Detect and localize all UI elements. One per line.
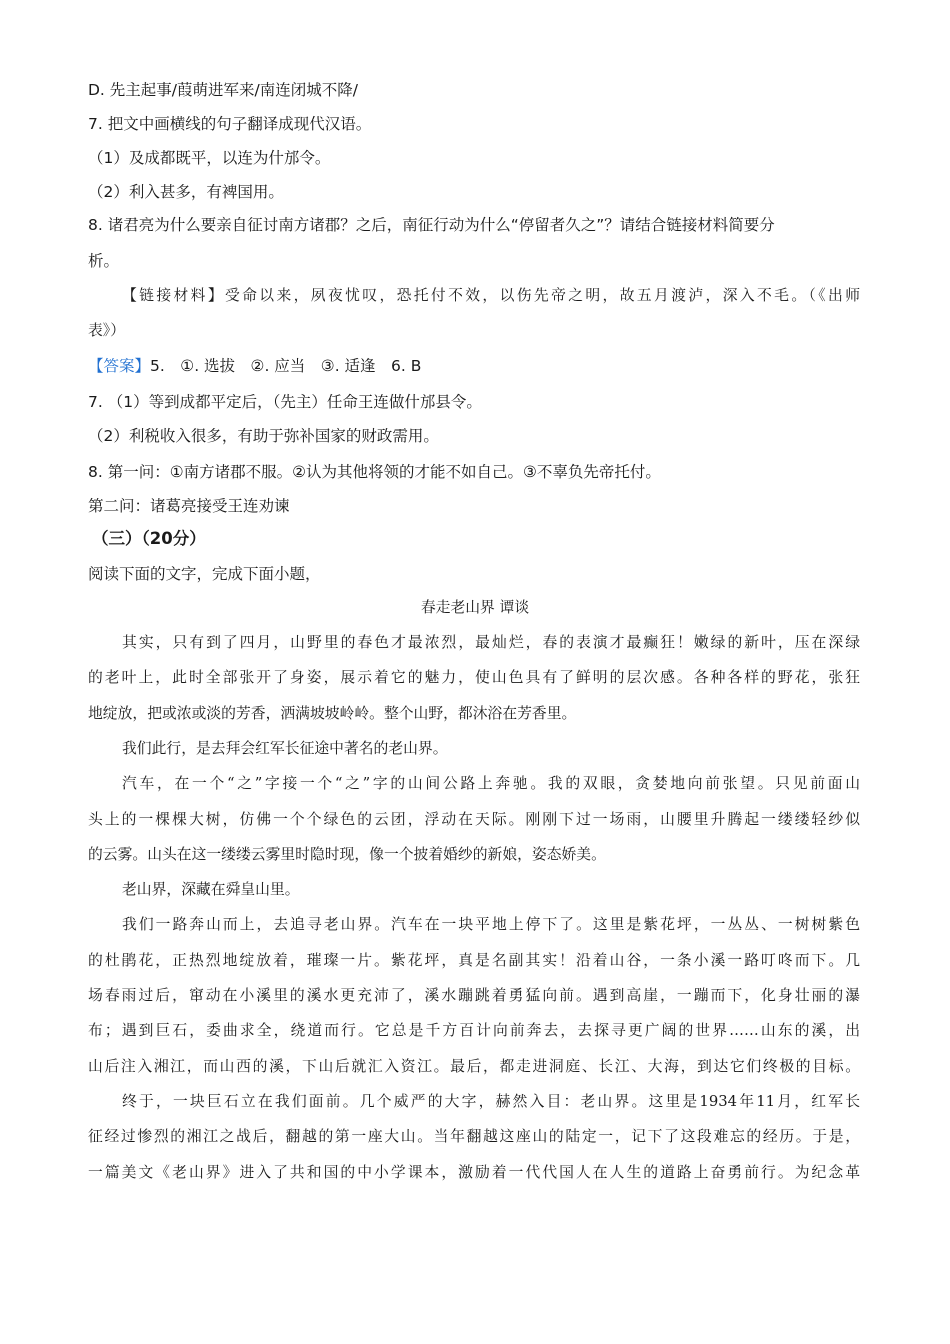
answer-q8-line-1: 8. 第一问：①南方诸郡不服。②认为其他将领的才能不如自己。③不辜负先帝托付。 (88, 463, 661, 481)
article-line: 山后注入湘江，而山西的溪，下山后就汇入资江。最后，都走进洞庭、长江、大海，到达它们终极的目标。 (88, 1058, 860, 1075)
article-title: 春走老山界 谭谈 (420, 599, 530, 616)
answer-q5-q6-text: 5. ①. 选拔 ②. 应当 ③. 适逢 6. B (150, 357, 422, 375)
answer-q8-line-2: 第二问：诸葛亮接受王连劝谏 (88, 497, 290, 515)
q6-option-d: D. 先主起事/葭萌进军来/南连闭城不降/ (88, 81, 358, 99)
article-line: 布；遇到巨石，委曲求全，绕道而行。它总是千方百计向前奔去，去探寻更广阔的世界……山东的溪，出 (88, 1022, 860, 1039)
article-line: 的云雾。山头在这一缕缕云雾里时隐时现，像一个披着婚纱的新娘，姿态娇美。 (88, 846, 606, 863)
section-heading: （三）（20分） (92, 529, 206, 548)
q7-item-2: （2）利入甚多，有裨国用。 (88, 183, 284, 201)
answer-q7-line-2: （2）利税收入很多，有助于弥补国家的财政需用。 (88, 427, 439, 445)
link-material-line-2: 表》） (88, 322, 125, 339)
article-line: 其实，只有到了四月，山野里的春色才最浓烈，最灿烂，春的表演才最癫狂！嫩绿的新叶，压在深绿 (122, 634, 860, 651)
article-line: 的老叶上，此时全部张开了身姿，展示着它的魅力，使山色具有了鲜明的层次感。各种各样的野花，张狂 (88, 669, 860, 686)
article-line: 一篇美文《老山界》进入了共和国的中小学课本，激励着一代代国人在人生的道路上奋勇前行。为纪念革 (88, 1164, 860, 1181)
article-line: 的杜鹃花，正热烈地绽放着，璀璨一片。紫花坪，真是名副其实！沿着山谷，一条小溪一路叮咚而下。几 (88, 952, 860, 969)
article-line: 头上的一棵棵大树，仿佛一个个绿色的云团，浮动在天际。刚刚下过一场雨，山腰里升腾起一缕缕轻纱似 (88, 811, 860, 828)
answer-tag: 【答案】 (88, 357, 151, 375)
article-line: 汽车，在一个“之”字接一个“之”字的山间公路上奔驰。我的双眼，贪婪地向前张望。只见前面山 (122, 775, 860, 792)
q7-prompt: 7. 把文中画横线的句子翻译成现代汉语。 (88, 115, 372, 133)
article-line: 征经过惨烈的湘江之战后，翻越的第一座大山。当年翻越这座山的陆定一，记下了这段难忘的经历。于是， (88, 1128, 860, 1145)
answer-q7-line-1: 7. （1）等到成都平定后，（先主）任命王连做什邡县令。 (88, 393, 482, 411)
article-line: 我们此行，是去拜会红军长征途中著名的老山界。 (122, 740, 448, 757)
article-line: 老山界，深藏在舜皇山里。 (122, 881, 300, 898)
article-line: 地绽放，把或浓或淡的芳香，洒满坡坡岭岭。整个山野，都沐浴在芳香里。 (88, 705, 577, 722)
q8-prompt-line-2: 析。 (88, 252, 120, 270)
link-material-line-1: 【链接材料】受命以来，夙夜忧叹，恐托付不效，以伤先帝之明，故五月渡泸，深入不毛。（《出师 (122, 287, 860, 304)
reading-instruction: 阅读下面的文字，完成下面小题， (88, 565, 321, 583)
answer-line-q5-q6 (88, 355, 421, 377)
q8-prompt-line-1: 8. 诸君亮为什么要亲自征讨南方诸郡？之后，南征行动为什么“停留者久之”？请结合链接材料简要分 (88, 216, 775, 234)
article-line: 我们一路奔山而上，去追寻老山界。汽车在一块平地上停下了。这里是紫花坪，一丛丛、一树树紫色 (122, 916, 860, 933)
article-line: 场春雨过后，窜动在小溪里的溪水更充沛了，溪水蹦跳着勇猛向前。遇到高崖，一蹦而下，化身壮丽的瀑 (88, 987, 860, 1004)
article-line: 终于，一块巨石立在我们面前。几个威严的大字，赫然入目：老山界。这里是1934年11月，红军长 (122, 1093, 860, 1110)
q7-item-1: （1）及成都既平，以连为什邡令。 (88, 149, 331, 167)
